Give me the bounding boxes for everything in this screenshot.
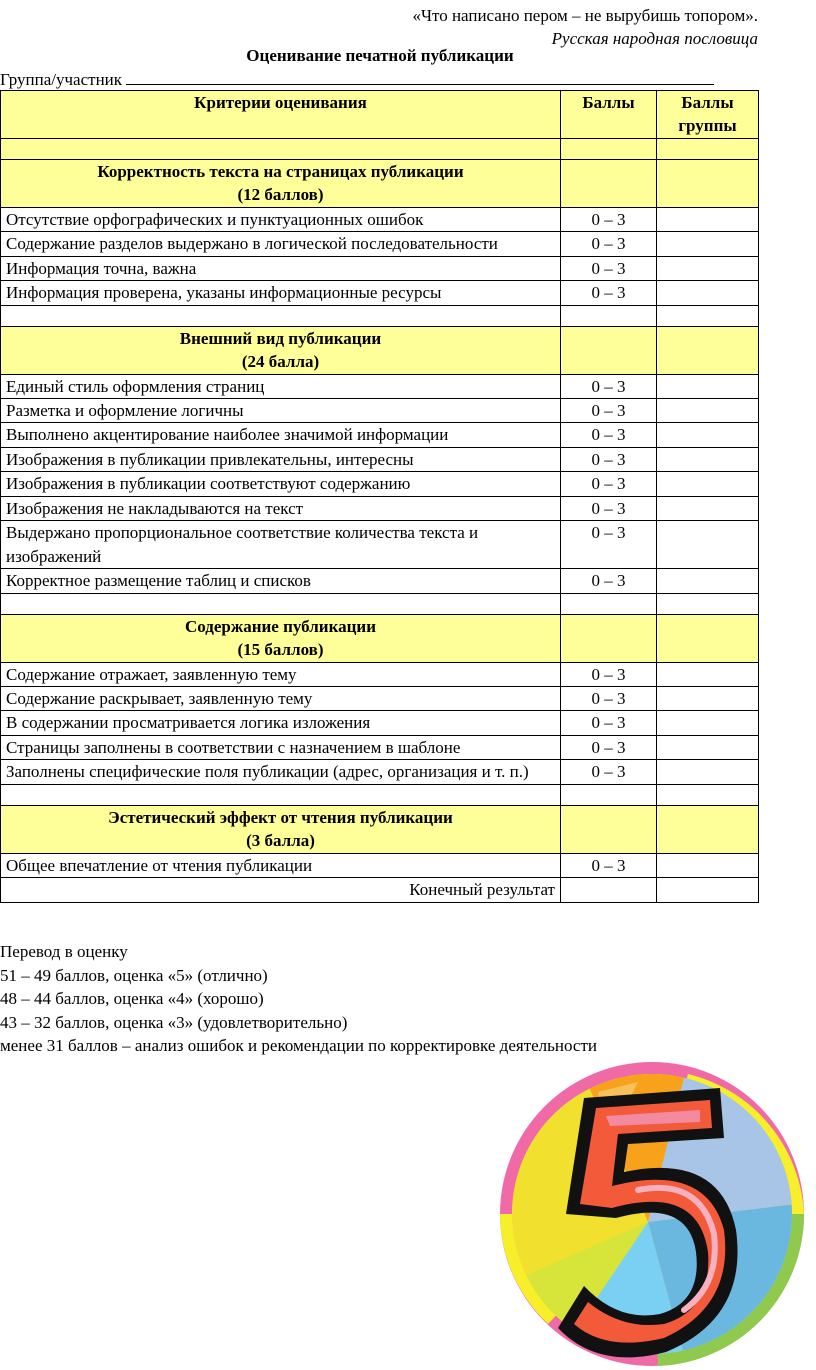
grade-conversion-line: менее 31 баллов – анализ ошибок и рекомендации по корректировке деятельности [0, 1036, 597, 1055]
section-title-cell [1, 614, 561, 662]
table-row [1, 711, 759, 735]
group-score-cell[interactable] [657, 569, 759, 593]
group-score-cell[interactable] [657, 281, 759, 305]
grade-conversion [0, 940, 597, 1058]
section-title: Содержание публикации [184, 616, 376, 636]
section-row-aesthetic [1, 805, 759, 853]
group-score-cell[interactable] [657, 735, 759, 759]
section-row-content [1, 614, 759, 662]
criterion-score: 0 – 3 [561, 662, 657, 686]
criterion-score: 0 – 3 [561, 423, 657, 447]
final-result-label: Конечный результат [1, 878, 561, 902]
table-row [1, 853, 759, 877]
criterion-score: 0 – 3 [561, 735, 657, 759]
table-row [1, 662, 759, 686]
table-row [1, 256, 759, 280]
criterion-score: 0 – 3 [561, 760, 657, 784]
criterion-text: Содержание отражает, заявленную тему [1, 662, 561, 686]
criterion-text: Общее впечатление от чтения публикации [1, 853, 561, 877]
section-row-correctness [1, 159, 759, 207]
header-spacer-row [1, 138, 759, 159]
grade-conversion-line: 48 – 44 баллов, оценка «4» (хорошо) [0, 989, 264, 1008]
criterion-text: Содержание разделов выдержано в логической последовательности [1, 232, 561, 256]
epigraph-author: Русская народная пословица [551, 29, 758, 49]
criterion-score: 0 – 3 [561, 281, 657, 305]
criterion-score: 0 – 3 [561, 398, 657, 422]
table-row [1, 232, 759, 256]
section-title: Эстетический эффект от чтения публикации [108, 807, 453, 827]
group-score-cell[interactable] [657, 423, 759, 447]
section-title: Корректность текста на страницах публикации [97, 161, 464, 181]
table-header-row [1, 91, 759, 139]
group-score-cell[interactable] [657, 447, 759, 471]
criterion-text: Изображения в публикации привлекательны, интересны [1, 447, 561, 471]
header-group-score: Баллы группы [657, 91, 759, 139]
group-score-cell[interactable] [657, 374, 759, 398]
evaluation-table-body [1, 91, 759, 903]
criterion-score: 0 – 3 [561, 496, 657, 520]
table-row [1, 521, 759, 569]
criterion-text: Содержание раскрывает, заявленную тему [1, 686, 561, 710]
table-row [1, 447, 759, 471]
final-group-score-cell[interactable] [657, 878, 759, 902]
section-title-cell [1, 805, 561, 853]
criterion-text: Изображения в публикации соответствуют содержанию [1, 472, 561, 496]
criterion-text: В содержании просматривается логика изложения [1, 711, 561, 735]
group-score-cell[interactable] [657, 521, 759, 569]
group-participant-label: Группа/участник [0, 70, 123, 89]
group-score-cell[interactable] [657, 472, 759, 496]
table-row [1, 735, 759, 759]
grade-conversion-line: 43 – 32 баллов, оценка «3» (удовлетворительно) [0, 1012, 348, 1032]
table-row [1, 496, 759, 520]
section-points: (24 балла) [241, 352, 320, 372]
table-row [1, 423, 759, 447]
criterion-text: Информация проверена, указаны информационные ресурсы [1, 281, 561, 305]
table-row [1, 374, 759, 398]
criterion-text: Отсутствие орфографических и пунктуационных ошибок [1, 207, 561, 231]
table-row [1, 686, 759, 710]
grade-conversion-line: 51 – 49 баллов, оценка «5» (отлично) [0, 965, 268, 985]
group-participant-line [0, 68, 714, 91]
group-score-cell[interactable] [657, 662, 759, 686]
criterion-text: Изображения не накладываются на текст [1, 496, 561, 520]
table-row [1, 569, 759, 593]
group-score-cell[interactable] [657, 711, 759, 735]
criterion-text: Разметка и оформление логичны [1, 398, 561, 422]
criterion-score: 0 – 3 [561, 207, 657, 231]
table-row [1, 472, 759, 496]
section-title-cell [1, 159, 561, 207]
table-row [1, 760, 759, 784]
criterion-score: 0 – 3 [561, 447, 657, 471]
section-title-cell [1, 326, 561, 374]
group-score-cell[interactable] [657, 207, 759, 231]
page-title: Оценивание печатной публикации [246, 46, 514, 65]
epigraph-quote: «Что написано пером – не вырубишь топором». [412, 6, 758, 25]
evaluation-table [0, 90, 759, 903]
group-score-cell[interactable] [657, 398, 759, 422]
criterion-score: 0 – 3 [561, 569, 657, 593]
criterion-text: Корректное размещение таблиц и списков [1, 569, 561, 593]
grade-five-badge-icon [488, 1052, 812, 1370]
group-participant-blank[interactable] [126, 68, 714, 85]
criterion-text: Информация точна, важна [1, 256, 561, 280]
criterion-score: 0 – 3 [561, 256, 657, 280]
section-points: (15 баллов) [237, 640, 324, 660]
criterion-score: 0 – 3 [561, 472, 657, 496]
criterion-text: Выполнено акцентирование наиболее значимой информации [1, 423, 561, 447]
final-result-row [1, 878, 759, 902]
criterion-score: 0 – 3 [561, 232, 657, 256]
group-score-cell[interactable] [657, 760, 759, 784]
table-row [1, 281, 759, 305]
criterion-text: Заполнены специфические поля публикации (адрес, организация и т. п.) [1, 760, 561, 784]
spacer-row [1, 784, 759, 805]
criterion-text: Единый стиль оформления страниц [1, 374, 561, 398]
section-title: Внешний вид публикации [179, 328, 382, 348]
spacer-row [1, 593, 759, 614]
spacer-row [1, 305, 759, 326]
group-score-cell[interactable] [657, 256, 759, 280]
group-score-cell[interactable] [657, 686, 759, 710]
table-row [1, 398, 759, 422]
final-score-cell[interactable] [561, 878, 657, 902]
criterion-text: Страницы заполнены в соответствии с назначением в шаблоне [1, 735, 561, 759]
grade-conversion-title: Перевод в оценку [0, 942, 128, 961]
criterion-score: 0 – 3 [561, 521, 657, 569]
section-points: (3 балла) [246, 831, 315, 851]
header-score: Баллы [561, 91, 657, 139]
header-criteria: Критерии оценивания [1, 91, 561, 139]
criterion-score: 0 – 3 [561, 686, 657, 710]
criterion-score: 0 – 3 [561, 374, 657, 398]
criterion-score: 0 – 3 [561, 711, 657, 735]
group-score-cell[interactable] [657, 232, 759, 256]
group-score-cell[interactable] [657, 853, 759, 877]
group-score-cell[interactable] [657, 496, 759, 520]
criterion-text: Выдержано пропорциональное соответствие количества текста и изображений [1, 521, 561, 569]
table-row [1, 207, 759, 231]
criterion-score: 0 – 3 [561, 853, 657, 877]
section-points: (12 баллов) [237, 185, 324, 205]
section-row-appearance [1, 326, 759, 374]
